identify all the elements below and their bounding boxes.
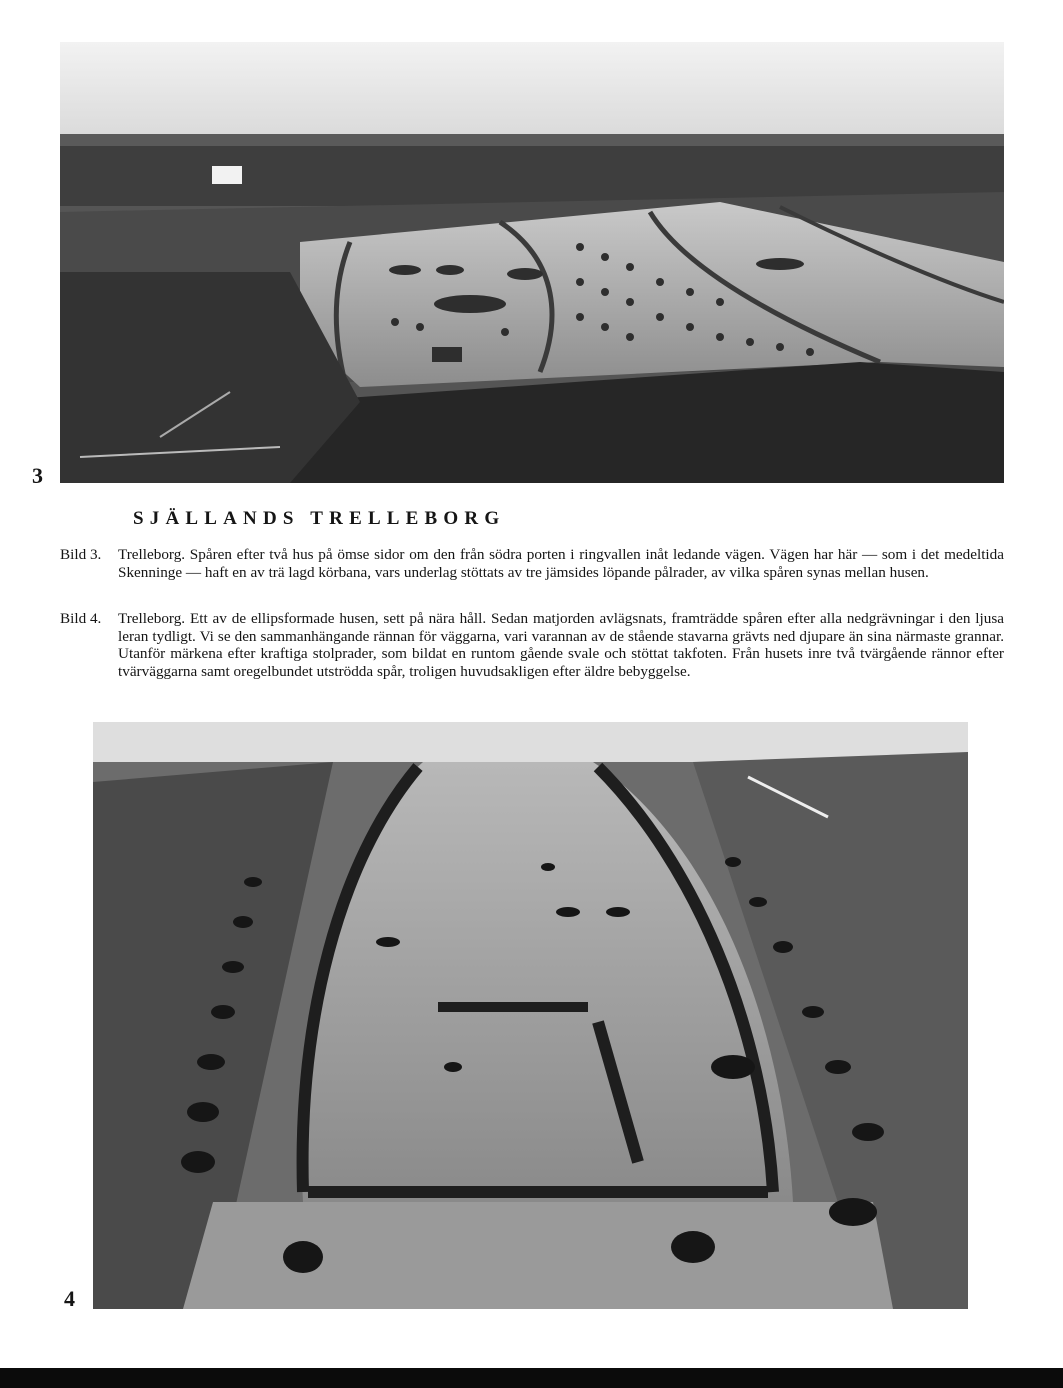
caption-label: Bild 4. (60, 610, 102, 627)
figure-number-4: 4 (64, 1286, 75, 1311)
caption-label: Bild 3. (60, 546, 102, 563)
excavation-photo-3 (60, 42, 1004, 483)
page-title: SJÄLLANDS TRELLEBORG (133, 508, 506, 529)
figure-number-3: 3 (32, 463, 43, 488)
photo-3-image (60, 42, 1004, 483)
scan-edge (0, 1368, 1063, 1388)
caption-bild-3 (60, 546, 1004, 581)
caption-bild-4 (60, 610, 1004, 680)
excavation-photo-4 (93, 722, 968, 1309)
caption-text: Trelleborg. Ett av de ellipsformade husen, sett på nära håll. Sedan matjorden avlägsnats, framträdde spåren efter alla nedgrävningar i den ljusa leran tydligt. Vi se den sammanhängande rännan för väggarna, vari varannan av de stående stavarna grävts ned djupare än sina närmaste grannar. Utanför märkena efter kraftiga stolprader, som bildat en runtom gående svale och stöttat takfoten. Från husets inre två tvärgående rännor efter tvärväggarna samt oregelbundet utströdda spår, troligen huvudsakligen efter äldre bebyggelse. (118, 610, 1004, 680)
photo-4-image (93, 722, 968, 1309)
caption-text: Trelleborg. Spåren efter två hus på ömse sidor om den från södra porten i ringvallen inåt ledande vägen. Vägen har här — som i det medeltida Skenninge — haft en av trä lagd körbana, vars underlag stöttats av tre jämsides löpande pålrader, av vilka spåren synas mellan husen. (118, 546, 1004, 581)
